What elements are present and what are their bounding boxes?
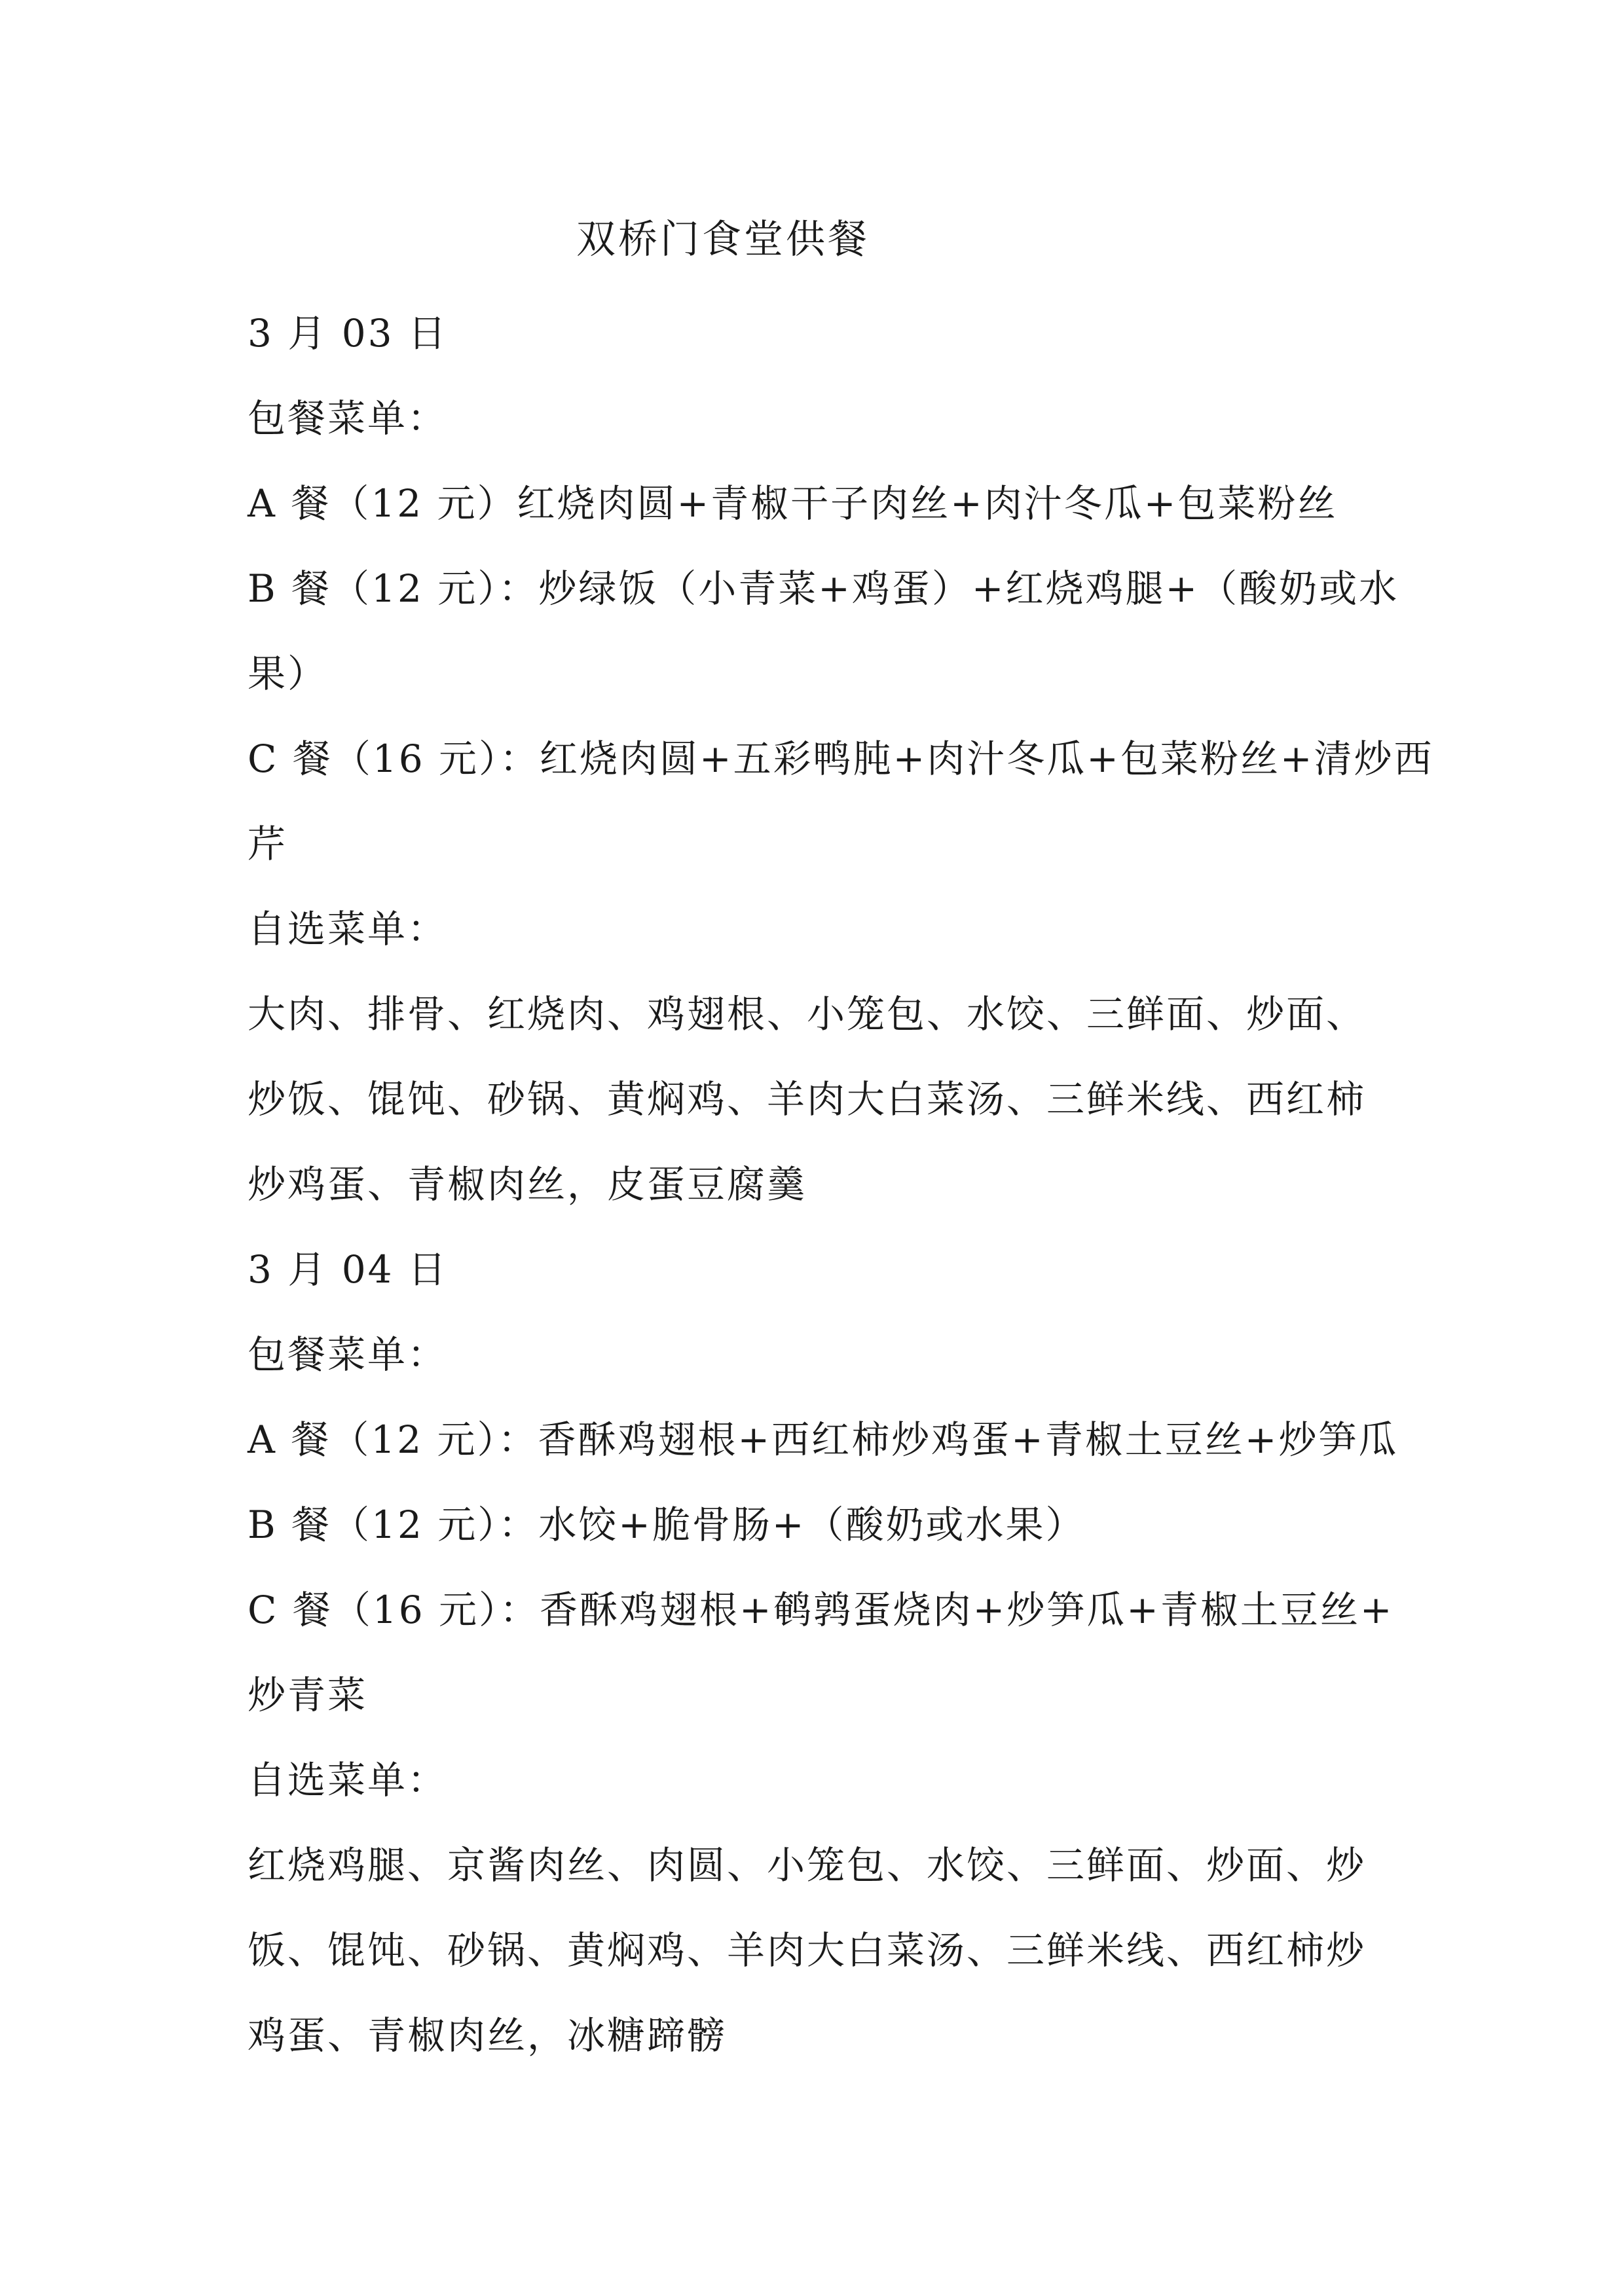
day-1-free-menu-label: 自选菜单： [248, 907, 448, 951]
day-1-set-menu-c-line-1: C 餐（16 元）：红烧肉圆+五彩鸭肫+肉汁冬瓜+包菜粉丝+清炒西 [248, 737, 1434, 781]
day-2-free-menu-line-1: 红烧鸡腿、京酱肉丝、肉圆、小笼包、水饺、三鲜面、炒面、炒 [248, 1843, 1367, 1887]
day-1-set-menu-c-line-2: 芹 [248, 822, 288, 866]
day-2-set-menu-c-line-2: 炒青菜 [248, 1673, 368, 1717]
day-1-set-menu-b-line-1: B 餐（12 元）：炒绿饭（小青菜+鸡蛋）+红烧鸡腿+（酸奶或水 [248, 566, 1399, 611]
day-1-set-menu-label: 包餐菜单： [248, 396, 448, 441]
day-2-set-menu-b: B 餐（12 元）：水饺+脆骨肠+（酸奶或水果） [248, 1503, 1086, 1547]
day-2-free-menu-line-3: 鸡蛋、青椒肉丝，冰糖蹄髈 [248, 2013, 728, 2058]
day-1-free-menu-line-1: 大肉、排骨、红烧肉、鸡翅根、小笼包、水饺、三鲜面、炒面、 [248, 992, 1367, 1036]
day-2-date: 3 月 04 日 [248, 1247, 449, 1292]
day-2-free-menu-label: 自选菜单： [248, 1758, 448, 1802]
day-1-free-menu-line-2: 炒饭、馄饨、砂锅、黄焖鸡、羊肉大白菜汤、三鲜米线、西红柿 [248, 1077, 1367, 1121]
day-1-set-menu-b-line-2: 果） [248, 651, 328, 696]
day-1-set-menu-a: A 餐（12 元）红烧肉圆+青椒干子肉丝+肉汁冬瓜+包菜粉丝 [248, 481, 1338, 526]
day-1-free-menu-line-3: 炒鸡蛋、青椒肉丝，皮蛋豆腐羹 [248, 1162, 807, 1207]
day-2-set-menu-a: A 餐（12 元）：香酥鸡翅根+西红柿炒鸡蛋+青椒土豆丝+炒笋瓜 [248, 1417, 1399, 1462]
page-title: 双桥门食堂供餐 [576, 217, 870, 263]
day-2-set-menu-label: 包餐菜单： [248, 1332, 448, 1377]
day-1-date: 3 月 03 日 [248, 311, 449, 355]
day-2-set-menu-c-line-1: C 餐（16 元）：香酥鸡翅根+鹌鹑蛋烧肉+炒笋瓜+青椒土豆丝+ [248, 1588, 1394, 1632]
day-2-free-menu-line-2: 饭、馄饨、砂锅、黄焖鸡、羊肉大白菜汤、三鲜米线、西红柿炒 [248, 1928, 1367, 1973]
